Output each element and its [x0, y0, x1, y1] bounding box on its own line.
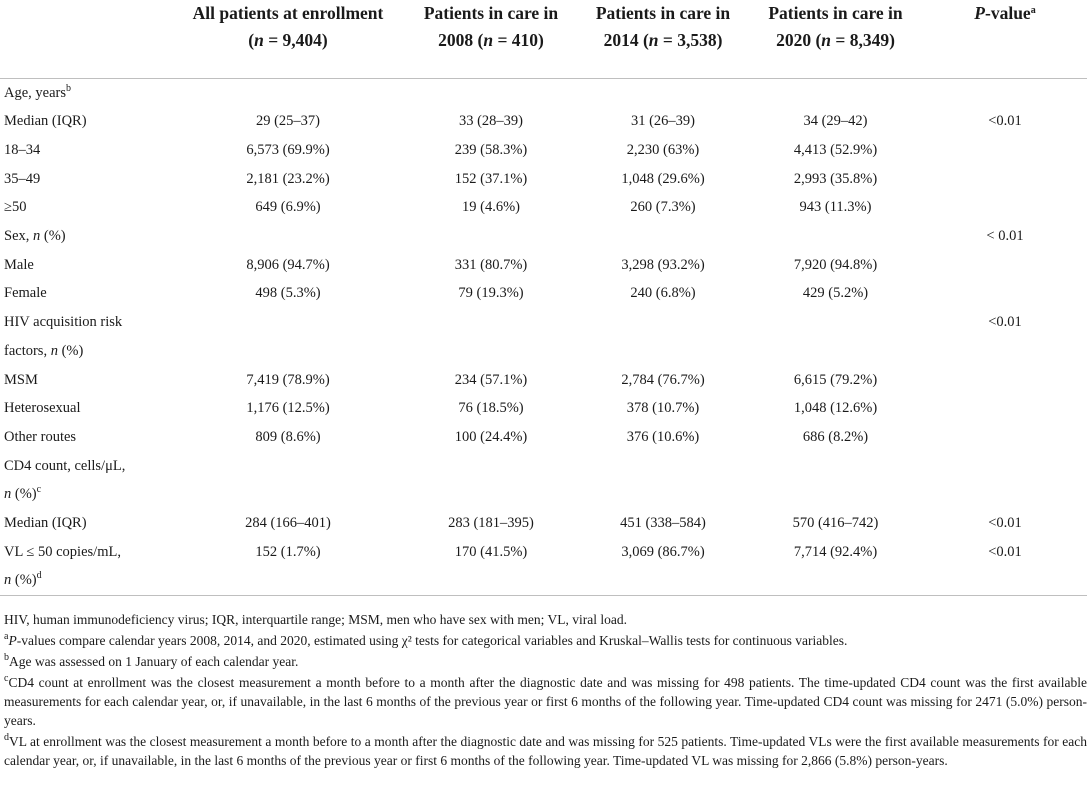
- table-row: Median (IQR) 29 (25–37) 33 (28–39) 31 (26–39) 34 (29–42) <0.01: [4, 113, 1022, 130]
- table-row: Male 8,906 (94.7%) 331 (80.7%) 3,298 (93.2%) 7,920 (94.8%): [4, 256, 878, 273]
- footnote-b: $^b$Age was assessed on 1 January of each calendar year.: [4, 652, 299, 669]
- header-all-patients: All patients at enrollment (n = 9,404): [192, 3, 384, 50]
- section-row-age: Age, years$^b$: [4, 82, 72, 101]
- section-label: Age, years: [4, 84, 67, 101]
- header-label-column: [0, 0, 172, 78]
- table-row: MSM 7,419 (78.9%) 234 (57.1%) 2,784 (76.7%) 6,615 (79.2%): [4, 371, 878, 388]
- table-row: 18–34 6,573 (69.9%) 239 (58.3%) 2,230 (63%) 4,413 (52.9%): [4, 141, 878, 158]
- table-row: VL ≤ 50 copies/mL, 152 (1.7%) 170 (41.5%) 3,069 (86.7%) 7,714 (92.4%) <0.01: [4, 543, 1022, 560]
- footnote-a: $^a$P-values compare calendar years 2008, 2014, and 2020, estimated using χ² tests for categorical variables and Kruskal–Wallis tests for continuous variables.: [4, 631, 848, 648]
- header-2014: Patients in care in 2014 (n = 3,538): [595, 3, 731, 50]
- header-2020: Patients in care in 2020 (n = 8,349): [768, 3, 903, 50]
- footnote-d: $^d$VL at enrollment was the closest measurement a month before to a month after the diagnostic date and was missing for 525 patients. Time-updated VLs were the first available measurements for each calendar year, or, if unavailable, in the last 6 months of the previous year or first 6 months of the following year. Time-updated VL was missing for 2,866 (5.8%) person-years.: [4, 732, 1087, 768]
- table-row: Median (IQR) 284 (166–401) 283 (181–395) 451 (338–584) 570 (416–742) <0.01: [4, 515, 1022, 532]
- header-2008: Patients in care in 2008 (n = 410): [423, 3, 559, 50]
- section-row-cd4-cont: n (%)$^c$: [4, 484, 42, 503]
- section-row-hiv: HIV acquisition risk <0.01: [4, 314, 1022, 331]
- table-footnotes: [4, 610, 1087, 772]
- section-row-sex: Sex, n (%) < 0.01: [4, 228, 1024, 245]
- table-row: Female 498 (5.3%) 79 (19.3%) 240 (6.8%) 429 (5.2%): [4, 285, 869, 302]
- table-row: Other routes 809 (8.6%) 100 (24.4%) 376 (10.6%) 686 (8.2%): [4, 428, 869, 445]
- section-row-hiv-cont: factors, n (%): [4, 342, 84, 359]
- table-row: 35–49 2,181 (23.2%) 152 (37.1%) 1,048 (29.6%) 2,993 (35.8%): [4, 170, 878, 187]
- table-row: Heterosexual 1,176 (12.5%) 76 (18.5%) 378 (10.7%) 1,048 (12.6%): [4, 400, 878, 417]
- table-row: ≥50 649 (6.9%) 19 (4.6%) 260 (7.3%) 943 (11.3%): [4, 199, 872, 216]
- table-header-row: [0, 0, 1087, 78]
- section-row-vl-cont: n (%)$^d$: [0, 566, 1087, 595]
- section-row-cd4: CD4 count, cells/μL,: [4, 457, 126, 474]
- footnote-c: $^c$CD4 count at enrollment was the closest measurement a month before to a month after the diagnostic date and was missing for 498 patients. The time-updated CD4 count was the first available measurements for each calendar year, or, if unavailable, in the last 6 months of the previous year or first 6 months of the following year. Time-updated CD4 count was missing for 2471 (5.0%) person-years.: [4, 673, 1087, 728]
- footnote-abbreviations: HIV, human immunodeficiency virus; IQR, interquartile range; MSM, men who have sex with men; VL, viral load.: [4, 612, 628, 627]
- header-p-value: P-value$^a$: [974, 3, 1036, 23]
